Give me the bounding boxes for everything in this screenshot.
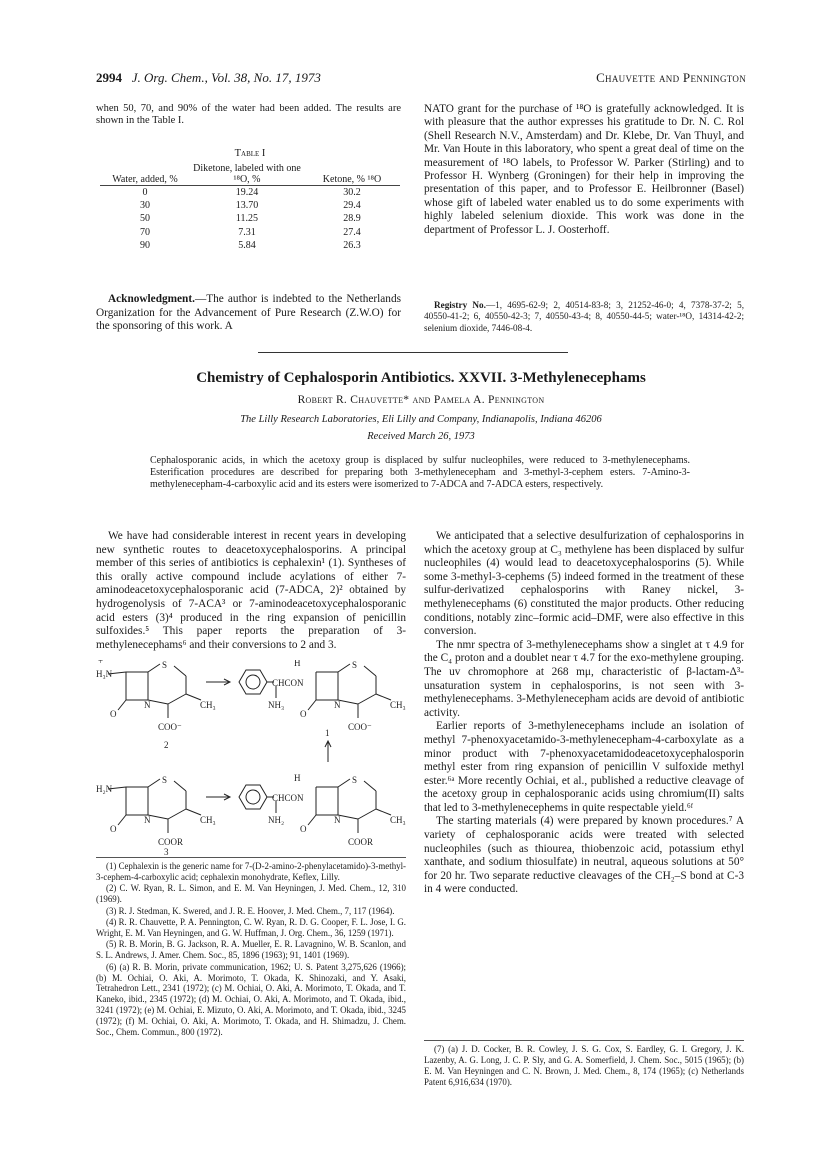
acknowledgment-left xyxy=(96,293,401,334)
footnote: (3) R. J. Stedman, K. Swered, and J. R. E. Hoover, J. Med. Chem., 7, 117 (1964). xyxy=(106,905,395,916)
footnote: (4) R. R. Chauvette, P. A. Pennington, C. W. Ryan, R. D. G. Cooper, F. L. Jose, I. G. Wright, E. M. Van Heyningen, and G. W. Huffman, J. Org. Chem., 36, 1259 (1971). xyxy=(96,917,406,938)
table-row: 50 11.25 28.9 xyxy=(140,213,361,225)
label-nh2: NH₂ xyxy=(268,815,285,825)
label-coor: COOR xyxy=(348,837,374,847)
compound-label-2: 2 xyxy=(164,740,169,750)
label-nh3: NH₃ xyxy=(268,700,285,710)
ack-text-left: —The author is indebted to the Netherlands Organization for the Advancement of Pure Research (Z.W.O) for the sponsoring of this work. A xyxy=(96,293,401,332)
article-affiliation: The Lilly Research Laboratories, Eli Lilly and Company, Indianapolis, Indiana 46206 xyxy=(240,414,602,425)
intro-paragraph: We have had considerable interest in recent years in developing new synthetic routes to deacetoxycephalosporins. A principal member of this series of antibiotics is cephalexin¹ (1). Syntheses of this orally active compound include acylations of either 7-aminodeacetoxycephalosporanic acid (7-ADCA, 2)² obtained by hydrogenolysis of 7-ACA³ or 7-aminodeacetoxycephalosporanic acid esters (3)⁴ produced in the ring expansion of penicillin sulfoxides.⁵ This paper reports the preparation of 3-methylenecephams⁶ and their conversions to 2 and 3. xyxy=(96,530,406,651)
label-chcon: CHCON xyxy=(272,678,304,688)
label-n: N xyxy=(334,815,341,825)
footnote: (5) R. B. Morin, B. G. Jackson, R. A. Mueller, E. R. Lavagnino, W. B. Scanlon, and S. L. Andrews, J. Amer. Chem. Soc., 85, 1896 (1963); 91, 1401 (1969). xyxy=(96,939,406,961)
compound-label-3: 3 xyxy=(164,847,169,855)
table-caption: Table I xyxy=(234,148,266,159)
running-authors: Chauvette and Pennington xyxy=(596,70,746,85)
article-received: Received March 26, 1973 xyxy=(367,431,475,442)
label-s: S xyxy=(352,660,358,670)
col-header-diketone: Diketone, labeled with one ¹⁸O, % xyxy=(193,163,301,185)
label-coor: COOR xyxy=(158,837,184,847)
col-header-water: Water, added, % xyxy=(112,174,178,185)
running-header xyxy=(96,70,746,90)
journal-citation: J. Org. Chem., Vol. 38, No. 17, 1973 xyxy=(131,70,321,85)
table-1 xyxy=(100,148,400,252)
label-n: N xyxy=(144,700,151,710)
label-n: N xyxy=(334,700,341,710)
ack-heading: Acknowledgment. xyxy=(108,293,195,305)
registry-text: —1, 4695-62-9; 2, 40514-83-8; 3, 21252-46-0; 4, 7378-37-2; 5, 40550-41-2; 6, 40550-42-3; 7, 40550-43-4; 8, 40550-44-5; water-¹⁸O, 14314-42-2; selenium dioxide, 7446-08-4. xyxy=(424,300,744,333)
paragraph: Earlier reports of 3-methylenecephams include an isolation of methyl 7-phenoxyacetamido-3-methylenecepham-4-carboxylate as a minor product with 7-phenoxyacetamidodeacetoxycephalosporin methyl ester from ring expansion of penicillin V sulfoxide methyl ester.⁶ᵃ More recently Ochiai, et al., published a reductive cleavage of the acetoxy group in cephalosporanic acids using chromium(II) salts that led to 3-methylenecephems in quite respectable yield.⁶ᶠ xyxy=(424,720,744,814)
page-number: 2994 xyxy=(96,70,122,85)
article-title: Chemistry of Cephalosporin Antibiotics. XXVII. 3-Methylenecephams xyxy=(196,370,646,386)
paragraph: The nmr spectra of 3-methylenecephams show a singlet at τ 4.9 for the C₄ proton and a doublet near τ 4.7 for the exo-methylene grouping. The uv chromophore at 268 mμ, characteristic of β-lactam-Δ³-unsaturation system in cephalosporins, is not seen with 3-methylenecephams. 3-Methylenecepham acids are devoid of antibiotic activity. xyxy=(424,638,744,719)
label-s: S xyxy=(162,775,168,785)
table-row: 30 13.70 29.4 xyxy=(140,200,361,212)
label-o: O xyxy=(300,709,307,719)
label-ch3: CH₃ xyxy=(390,815,406,825)
table-row: 90 5.84 26.3 xyxy=(140,239,361,251)
label-ch3: CH₃ xyxy=(200,700,216,710)
right-column-body xyxy=(424,530,744,897)
footnote: (6) (a) R. B. Morin, private communication, 1962; U. S. Patent 3,275,626 (1966); (b) M. Ochiai, O. Aki, A. Morimoto, T. Okada, K. Shinozaki, and Y. Asaki, Tetrahedron Lett., 2341 (1972); (c) M. Ochiai, O. Aki, A. Morimoto, T. Okada, and T. Kaneko, ibid., 2345 (1972); (d) M. Ochiai, O. Aki, A. Morimoto, and T. Okada, ibid., 3241 (1972); (e) M. Ochiai, E. Mizuto, O. Aki, A. Morimoto, and T. Okada, ibid., 3245 (1972); (f) M. Ochiai, O. Aki, A. Morimoto, T. Okada, and H. Shimadzu, J. Chem. Soc., Chem. Commun., 800 (1972). xyxy=(96,961,406,1038)
label-s: S xyxy=(162,660,168,670)
col-header-ketone: Ketone, % ¹⁸O xyxy=(322,174,382,185)
table-row: 70 7.31 27.4 xyxy=(140,226,361,238)
article-authors: Robert R. Chauvette* and Pamela A. Pennington xyxy=(297,394,545,406)
label-n: N xyxy=(144,815,151,825)
label-h: H xyxy=(294,773,301,783)
label-h2n: H₂N xyxy=(96,784,113,794)
label-h: H xyxy=(294,660,301,668)
label-chcon: CHCON xyxy=(272,793,304,803)
reaction-scheme xyxy=(96,660,436,855)
label-ch3: CH₃ xyxy=(390,700,406,710)
footnote: (1) Cephalexin is the generic name for 7-(D-2-amino-2-phenylacetamido)-3-methyl-3-cephem-4-carboxylic acid; cephalexin monohydrate, Keflex, Lilly. xyxy=(96,861,406,882)
label-coo: COO⁻ xyxy=(158,722,182,732)
acknowledgment-right: NATO grant for the purchase of ¹⁸O is gratefully acknowledged. It is with pleasure that the author expresses his gratitude to Dr. N. C. Rol (Shell Research N.V., Amsterdam) and Dr. Klebe, Dr. Van Thuyl, and Mr. Van Houte in this laboratory, who spent a great deal of time on the measurement of ¹⁸O labels, to Professor W. Parker (Stirling) and to Professor H. Wynberg (Groningen) for their help in improving the presentation of this paper, and to Professor E. Heilbronner (Basel) whose gift of labeled water enabled us to do some experiments with highly labeled selenium dioxide. This work was done in the department of Professor L. J. Oosterhoff. xyxy=(424,103,744,236)
label-coo: COO⁻ xyxy=(348,722,372,732)
footnotes-right xyxy=(424,1040,744,1088)
plus-charge: + xyxy=(98,660,104,666)
label-ch3: CH₃ xyxy=(200,815,216,825)
footnotes-left xyxy=(96,857,406,1039)
registry-heading: Registry No. xyxy=(434,300,486,310)
footnote: (2) C. W. Ryan, R. L. Simon, and E. M. Van Heyningen, J. Med. Chem., 12, 310 (1969). xyxy=(96,883,406,905)
table-row: 0 19.24 30.2 xyxy=(142,187,361,198)
label-o: O xyxy=(110,824,117,834)
label-o: O xyxy=(300,824,307,834)
label-o: O xyxy=(110,709,117,719)
label-s: S xyxy=(352,775,358,785)
registry-numbers xyxy=(424,300,744,335)
label-h3n: H₃N xyxy=(96,669,113,679)
article-divider xyxy=(258,352,568,353)
table-body xyxy=(100,163,400,252)
prev-intro: when 50, 70, and 90% of the water had been added. The results are shown in the Table I. xyxy=(96,103,401,126)
footnote: (7) (a) J. D. Cocker, B. R. Cowley, J. S. G. Cox, S. Eardley, G. I. Gregory, J. K. Lazenby, A. G. Long, J. C. P. Sly, and G. A. Somerfield, J. Chem. Soc., 5015 (1965); (b) E. M. Van Heyningen and C. N. Brown, J. Med. Chem., 8, 174 (1965); (c) Netherlands Patent 6,916,634 (1970). xyxy=(424,1044,744,1087)
scheme-drawing xyxy=(96,660,436,855)
compound-label-1: 1 xyxy=(325,728,330,738)
abstract: Cephalosporanic acids, in which the acetoxy group is displaced by sulfur nucleophiles, were reduced to 3-methylenecephams. Esterification procedures are described for preparing both 3-methylenecepham and 3-methyl-3-cephem esters. 7-Amino-3-methylenecepham-4-carboxylic acid and its esters were isomerized to 7-ADCA and 7-ADCA esters, respectively. xyxy=(150,455,690,490)
paragraph: We anticipated that a selective desulfurization of cephalosporins in which the acetoxy group at C₃ methylene has been displaced by sulfur nucleophiles (4) would lead to deacetoxycephalosporins (5). While some 3-methyl-3-cephems (5) indeed formed in the treatment of these sulfur-derivatized cephalosporins with Raney nickel, 3-methylenecephams (6) constituted the major products. Other reducing conditions, notably zinc–formic acid–DMF, were also effective in this conversion. xyxy=(424,530,744,638)
paragraph: The starting materials (4) were prepared by known procedures.⁷ A variety of cephalosporanic acids were treated with selected nucleophiles (such as thiourea, thiobenzoic acid, potassium ethyl xanthate, and sodium thiosulfate) in neutral, aqueous solutions at 50° for 20 hr. Two separate reductive cleavages of the CH₂–S bond at C-3 in 4 were conducted. xyxy=(424,815,744,896)
